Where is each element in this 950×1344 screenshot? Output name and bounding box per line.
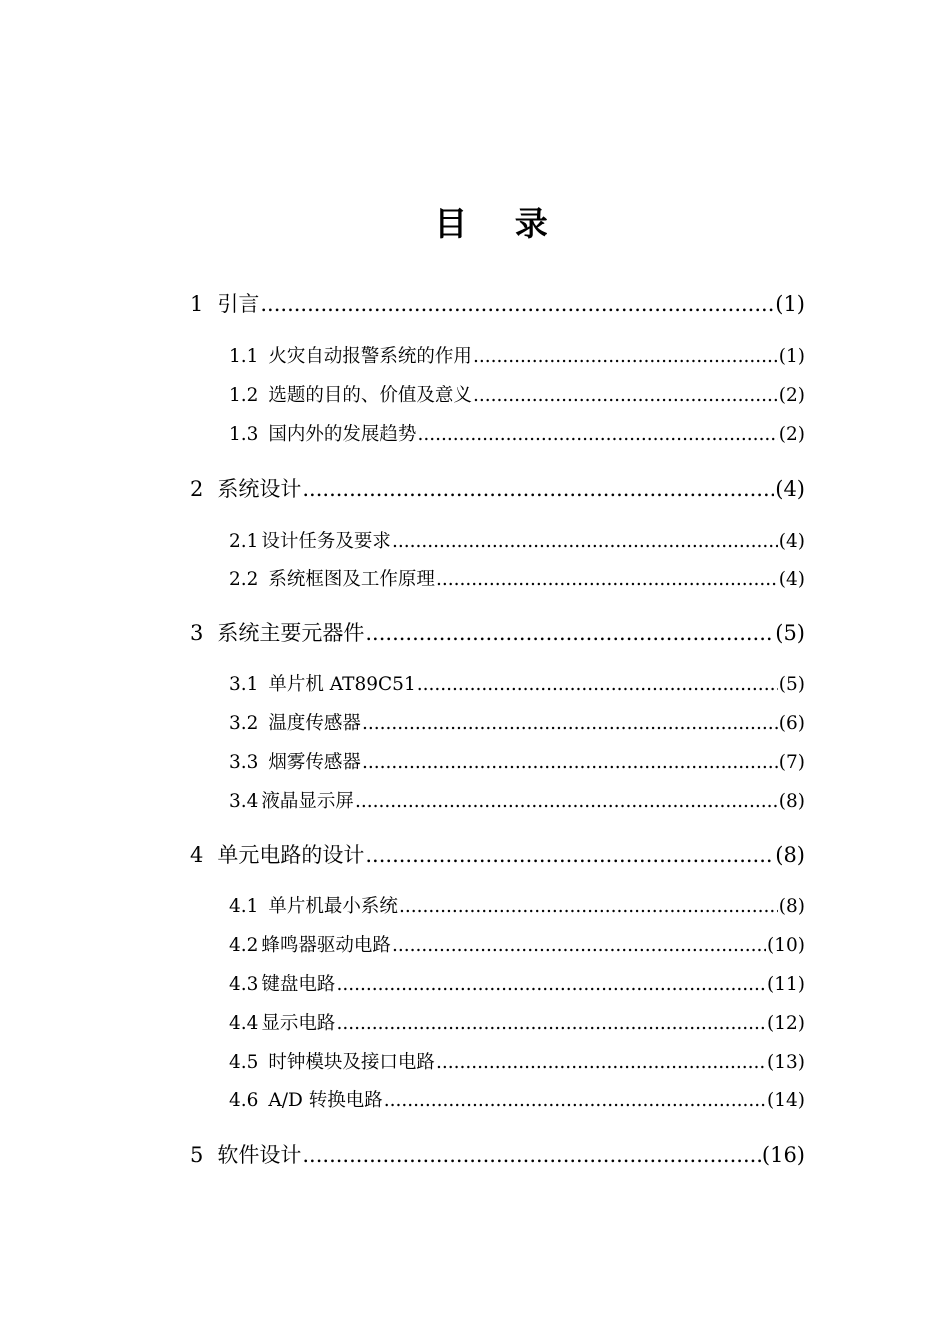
toc-entry-3-4[interactable] (229, 787, 805, 817)
toc-entry-label: 液晶显示屏 (261, 791, 354, 812)
toc-entry-4[interactable] (190, 839, 805, 873)
toc-entry-3[interactable] (190, 617, 805, 651)
toc-entry-label: 选题的目的、价值及意义 (268, 385, 472, 406)
toc-entry-page: (2) (778, 424, 805, 445)
toc-entry-label: 显示电路 (261, 1013, 336, 1034)
dot-leader (473, 385, 778, 406)
toc-entry-number: 3.2 (229, 713, 259, 734)
toc-entry-label: 单元电路的设计 (217, 843, 365, 867)
dot-leader (384, 1090, 766, 1111)
toc-entry-4-5[interactable] (229, 1048, 805, 1078)
toc-entry-number: 1 (190, 292, 204, 316)
dot-leader (365, 621, 774, 645)
toc-entry-label: 键盘电路 (261, 974, 336, 995)
toc-title: 目 录 (434, 204, 566, 243)
toc-entry-label: 系统主要元器件 (217, 621, 365, 645)
toc-entry-2[interactable] (190, 473, 805, 507)
toc-entry-number: 1.3 (229, 424, 259, 445)
toc-entry-number: 4.5 (229, 1052, 259, 1073)
toc-entry-number: 1.2 (229, 385, 259, 406)
toc-entry-number: 3.3 (229, 752, 259, 773)
toc-entry-number: 4.6 (229, 1090, 259, 1111)
toc-entry-number: 2 (190, 477, 204, 501)
dot-leader (355, 791, 778, 812)
toc-entry-label: 引言 (217, 292, 260, 316)
toc-entry-label: 设计任务及要求 (261, 531, 391, 552)
toc-entry-page: (8) (775, 843, 805, 867)
toc-entry-3-3[interactable] (229, 748, 805, 778)
toc-entry-1[interactable] (190, 288, 805, 322)
toc-entry-page: (8) (778, 791, 805, 812)
dot-leader (260, 292, 774, 316)
toc-entry-3-2[interactable] (229, 709, 805, 739)
toc-entry-1-3[interactable] (229, 420, 805, 450)
toc-entry-page: (14) (767, 1090, 805, 1111)
toc-entry-page: (10) (767, 935, 805, 956)
toc-entry-label: 软件设计 (217, 1143, 302, 1167)
toc-entry-3-1[interactable] (229, 670, 805, 700)
toc-entry-page: (4) (778, 569, 805, 590)
toc-entry-page: (1) (778, 346, 805, 367)
toc-entry-page: (5) (778, 674, 805, 695)
toc-entry-number: 4.4 (229, 1013, 259, 1034)
toc-entry-label: 单片机最小系统 (268, 896, 398, 917)
dot-leader (392, 935, 766, 956)
toc-entry-label: 单片机 AT89C51 (268, 674, 416, 695)
toc-entry-1-1[interactable] (229, 342, 805, 372)
toc-entry-4-2[interactable] (229, 931, 805, 961)
toc-entry-label: 烟雾传感器 (268, 752, 361, 773)
toc-entry-4-3[interactable] (229, 970, 805, 1000)
dot-leader (336, 1013, 766, 1034)
toc-entry-page: (2) (778, 385, 805, 406)
toc-entry-number: 1.1 (229, 346, 259, 367)
toc-entry-label: 系统框图及工作原理 (268, 569, 435, 590)
toc-entry-2-2[interactable] (229, 565, 805, 595)
toc-entry-page: (5) (775, 621, 805, 645)
dot-leader (417, 424, 777, 445)
toc-entry-number: 3.1 (229, 674, 259, 695)
toc-entry-label: 时钟模块及接口电路 (268, 1052, 435, 1073)
toc-entry-label: 温度传感器 (268, 713, 361, 734)
toc-entry-page: (1) (775, 292, 805, 316)
dot-leader (399, 896, 778, 917)
toc-entry-4-1[interactable] (229, 892, 805, 922)
toc-entry-page: (13) (767, 1052, 805, 1073)
toc-entry-page: (11) (767, 974, 805, 995)
toc-entry-label: 蜂鸣器驱动电路 (261, 935, 391, 956)
toc-entry-label: 国内外的发展趋势 (268, 424, 417, 445)
dot-leader (302, 1143, 761, 1167)
toc-entry-page: (6) (778, 713, 805, 734)
toc-entry-number: 2.2 (229, 569, 259, 590)
dot-leader (302, 477, 774, 501)
toc-entry-2-1[interactable] (229, 527, 805, 557)
toc-entry-page: (4) (778, 531, 805, 552)
toc-entry-number: 5 (190, 1143, 204, 1167)
toc-entry-page: (16) (761, 1143, 805, 1167)
dot-leader (336, 974, 766, 995)
toc-entry-page: (7) (778, 752, 805, 773)
toc-entry-number: 4.1 (229, 896, 259, 917)
dot-leader (436, 1052, 766, 1073)
dot-leader (473, 346, 778, 367)
toc-entry-number: 3 (190, 621, 204, 645)
dot-leader (436, 569, 778, 590)
toc-entry-page: (8) (778, 896, 805, 917)
toc-entry-4-6[interactable] (229, 1086, 805, 1116)
dot-leader (362, 752, 778, 773)
toc-entry-page: (4) (775, 477, 805, 501)
toc-entry-number: 4.3 (229, 974, 259, 995)
toc-entry-number: 4 (190, 843, 204, 867)
toc-entry-page: (12) (767, 1013, 805, 1034)
dot-leader (365, 843, 774, 867)
toc-entry-1-2[interactable] (229, 381, 805, 411)
toc-entry-label: A/D 转换电路 (268, 1090, 383, 1111)
toc-entry-5[interactable] (190, 1139, 805, 1173)
dot-leader (417, 674, 778, 695)
toc-entry-number: 3.4 (229, 791, 259, 812)
toc-entry-label: 火灾自动报警系统的作用 (268, 346, 472, 367)
toc-entry-label: 系统设计 (217, 477, 302, 501)
toc-entry-number: 4.2 (229, 935, 259, 956)
toc-entry-4-4[interactable] (229, 1009, 805, 1039)
toc-entry-number: 2.1 (229, 531, 259, 552)
dot-leader (392, 531, 778, 552)
dot-leader (362, 713, 778, 734)
